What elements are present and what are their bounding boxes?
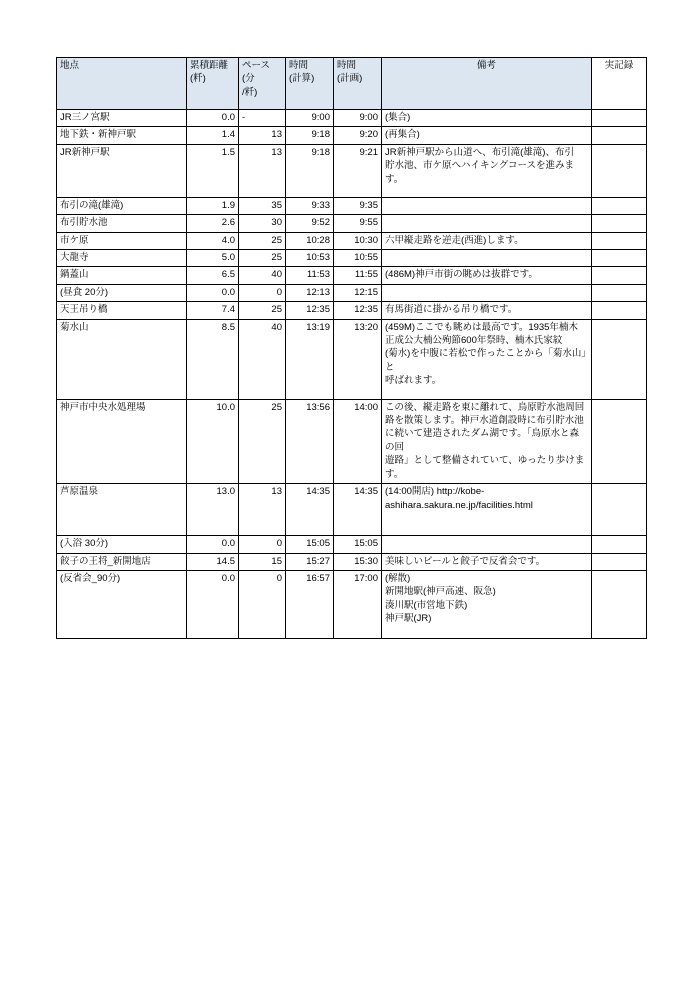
column-header-distance-line1: 累積距離 bbox=[190, 60, 229, 71]
cell-notes bbox=[382, 267, 592, 284]
table-row bbox=[57, 399, 647, 483]
cell-time-planned: 17:00 bbox=[334, 570, 382, 638]
column-header-notes: 備考 bbox=[382, 58, 592, 110]
cell-point: 布引の滝(雄滝) bbox=[57, 197, 187, 214]
cell-distance: 8.5 bbox=[187, 319, 239, 399]
cell-pace: 25 bbox=[239, 399, 286, 483]
cell-time-calculated: 13:19 bbox=[286, 319, 334, 399]
cell-distance: 6.5 bbox=[187, 267, 239, 284]
cell-point: JR三ノ宮駅 bbox=[57, 110, 187, 127]
note-line: (14:00開店) http://kobe- bbox=[385, 486, 485, 498]
note-line: (解散) bbox=[385, 572, 411, 584]
cell-distance: 0.0 bbox=[187, 536, 239, 553]
cell-notes bbox=[382, 570, 592, 638]
cell-pace: 15 bbox=[239, 553, 286, 570]
cell-distance: 2.6 bbox=[187, 215, 239, 232]
cell-point: (昼食 20分) bbox=[57, 284, 187, 301]
note-line: 神戸駅(JR) bbox=[385, 613, 432, 625]
cell-time-calculated: 13:56 bbox=[286, 399, 334, 483]
table-row bbox=[57, 284, 647, 301]
cell-actual-record bbox=[592, 250, 647, 267]
cell-actual-record bbox=[592, 553, 647, 570]
table-row bbox=[57, 536, 647, 553]
column-header-point: 地点 bbox=[57, 58, 187, 110]
cell-pace: 25 bbox=[239, 302, 286, 319]
cell-notes bbox=[382, 319, 592, 399]
cell-pace: 40 bbox=[239, 319, 286, 399]
note-line: この後、縦走路を東に離れて、烏原貯水池周回 bbox=[385, 401, 585, 413]
cell-pace: 40 bbox=[239, 267, 286, 284]
cell-notes bbox=[382, 536, 592, 553]
itinerary-sheet bbox=[56, 57, 646, 639]
cell-pace: 13 bbox=[239, 484, 286, 536]
table-header bbox=[57, 58, 647, 110]
cell-time-calculated: 9:18 bbox=[286, 144, 334, 197]
note-line: 美味しいビールと餃子で反省会です。 bbox=[385, 555, 546, 567]
note-line: 貯水池、市ケ原へハイキングコースを進みます。 bbox=[385, 160, 575, 185]
cell-pace: 13 bbox=[239, 127, 286, 144]
cell-time-calculated: 10:28 bbox=[286, 232, 334, 249]
cell-time-calculated: 15:05 bbox=[286, 536, 334, 553]
cell-distance: 13.0 bbox=[187, 484, 239, 536]
cell-notes bbox=[382, 197, 592, 214]
cell-notes bbox=[382, 250, 592, 267]
cell-time-calculated: 10:53 bbox=[286, 250, 334, 267]
column-header-time-calculated-line1: 時間 bbox=[289, 60, 309, 71]
cell-time-planned: 12:35 bbox=[334, 302, 382, 319]
column-header-time-planned bbox=[334, 58, 382, 110]
cell-actual-record bbox=[592, 127, 647, 144]
note-line: 湊川駅(市営地下鉄) bbox=[385, 599, 468, 611]
table-row bbox=[57, 232, 647, 249]
note-line: (菊水)を中腹に若松で作ったことから「菊水山」と bbox=[385, 348, 587, 373]
cell-distance: 1.4 bbox=[187, 127, 239, 144]
note-line: 正成公大楠公殉節600年祭時、楠木氏家紋 bbox=[385, 335, 563, 347]
cell-distance: 10.0 bbox=[187, 399, 239, 483]
cell-notes bbox=[382, 232, 592, 249]
cell-time-planned: 9:00 bbox=[334, 110, 382, 127]
cell-point: 神戸市中央水処理場 bbox=[57, 399, 187, 483]
column-header-time-planned-line2: (計画) bbox=[337, 73, 363, 85]
note-line: 六甲縦走路を逆走(西進)します。 bbox=[385, 234, 524, 246]
table-row bbox=[57, 110, 647, 127]
cell-pace: 0 bbox=[239, 570, 286, 638]
cell-pace: 25 bbox=[239, 250, 286, 267]
note-line: 路を散策します。神戸水道創設時に布引貯水池 bbox=[385, 415, 584, 427]
cell-point: (反省会_90分) bbox=[57, 570, 187, 638]
cell-pace: - bbox=[239, 110, 286, 127]
cell-time-calculated: 16:57 bbox=[286, 570, 334, 638]
cell-distance: 14.5 bbox=[187, 553, 239, 570]
cell-time-planned: 9:21 bbox=[334, 144, 382, 197]
cell-pace: 0 bbox=[239, 284, 286, 301]
cell-actual-record bbox=[592, 319, 647, 399]
cell-distance: 0.0 bbox=[187, 570, 239, 638]
cell-time-planned: 15:30 bbox=[334, 553, 382, 570]
cell-distance: 7.4 bbox=[187, 302, 239, 319]
note-line: (集合) bbox=[385, 112, 411, 123]
column-header-actual-record: 実記録 bbox=[592, 58, 647, 110]
cell-time-planned: 10:30 bbox=[334, 232, 382, 249]
cell-actual-record bbox=[592, 536, 647, 553]
cell-distance: 0.0 bbox=[187, 110, 239, 127]
cell-notes bbox=[382, 144, 592, 197]
note-line: 新開地駅(神戸高速、阪急) bbox=[385, 586, 496, 598]
cell-pace: 30 bbox=[239, 215, 286, 232]
cell-actual-record bbox=[592, 197, 647, 214]
cell-notes bbox=[382, 302, 592, 319]
table-row bbox=[57, 553, 647, 570]
table-row bbox=[57, 570, 647, 638]
table-row bbox=[57, 197, 647, 214]
cell-point: 鍋蓋山 bbox=[57, 267, 187, 284]
cell-notes bbox=[382, 553, 592, 570]
table-row bbox=[57, 319, 647, 399]
cell-actual-record bbox=[592, 484, 647, 536]
table-row bbox=[57, 144, 647, 197]
itinerary-table bbox=[56, 57, 647, 639]
cell-pace: 13 bbox=[239, 144, 286, 197]
column-header-time-calculated bbox=[286, 58, 334, 110]
cell-notes bbox=[382, 399, 592, 483]
note-line: 遊路」として整備されていて、ゆったり歩けます。 bbox=[385, 455, 585, 480]
cell-actual-record bbox=[592, 570, 647, 638]
cell-time-calculated: 9:52 bbox=[286, 215, 334, 232]
column-header-distance bbox=[187, 58, 239, 110]
cell-time-planned: 11:55 bbox=[334, 267, 382, 284]
cell-time-calculated: 12:13 bbox=[286, 284, 334, 301]
cell-point: 地下鉄・新神戸駅 bbox=[57, 127, 187, 144]
cell-time-planned: 15:05 bbox=[334, 536, 382, 553]
note-line: (459M)ここでも眺めは最高です。1935年楠木 bbox=[385, 321, 578, 333]
note-line: ashihara.sakura.ne.jp/facilities.html bbox=[385, 499, 533, 511]
header-row bbox=[57, 58, 647, 110]
table-row bbox=[57, 267, 647, 284]
table-row bbox=[57, 302, 647, 319]
cell-actual-record bbox=[592, 232, 647, 249]
note-line: JR新神戸駅から山道へ、布引滝(雄滝)、布引 bbox=[385, 146, 574, 158]
cell-distance: 1.9 bbox=[187, 197, 239, 214]
cell-time-calculated: 12:35 bbox=[286, 302, 334, 319]
note-line: 有馬街道に掛かる吊り橋です。 bbox=[385, 304, 518, 316]
note-line: (再集合) bbox=[385, 129, 420, 141]
cell-actual-record bbox=[592, 144, 647, 197]
cell-time-planned: 14:35 bbox=[334, 484, 382, 536]
cell-point: 芦原温泉 bbox=[57, 484, 187, 536]
cell-actual-record bbox=[592, 110, 647, 127]
cell-actual-record bbox=[592, 284, 647, 301]
cell-point: 大龍寺 bbox=[57, 250, 187, 267]
column-header-pace-line2: /粁) bbox=[242, 86, 258, 98]
cell-notes bbox=[382, 284, 592, 301]
cell-notes bbox=[382, 484, 592, 536]
cell-actual-record bbox=[592, 267, 647, 284]
cell-notes bbox=[382, 127, 592, 144]
column-header-distance-line2: (粁) bbox=[190, 73, 206, 85]
column-header-pace bbox=[239, 58, 286, 110]
cell-actual-record bbox=[592, 399, 647, 483]
cell-time-calculated: 15:27 bbox=[286, 553, 334, 570]
cell-pace: 35 bbox=[239, 197, 286, 214]
cell-point: 菊水山 bbox=[57, 319, 187, 399]
cell-time-calculated: 9:18 bbox=[286, 127, 334, 144]
cell-time-planned: 12:15 bbox=[334, 284, 382, 301]
cell-time-planned: 9:20 bbox=[334, 127, 382, 144]
cell-distance: 5.0 bbox=[187, 250, 239, 267]
cell-point: 布引貯水池 bbox=[57, 215, 187, 232]
table-body bbox=[57, 110, 647, 639]
cell-actual-record bbox=[592, 302, 647, 319]
cell-time-planned: 9:55 bbox=[334, 215, 382, 232]
cell-distance: 4.0 bbox=[187, 232, 239, 249]
cell-time-calculated: 11:53 bbox=[286, 267, 334, 284]
table-row bbox=[57, 215, 647, 232]
cell-pace: 0 bbox=[239, 536, 286, 553]
cell-pace: 25 bbox=[239, 232, 286, 249]
cell-time-planned: 13:20 bbox=[334, 319, 382, 399]
cell-time-calculated: 9:00 bbox=[286, 110, 334, 127]
column-header-time-calculated-line2: (計算) bbox=[289, 73, 315, 85]
cell-point: 天王吊り橋 bbox=[57, 302, 187, 319]
cell-point: (入浴 30分) bbox=[57, 536, 187, 553]
cell-actual-record bbox=[592, 215, 647, 232]
note-line: 呼ばれます。 bbox=[385, 375, 442, 387]
cell-time-calculated: 9:33 bbox=[286, 197, 334, 214]
table-row bbox=[57, 250, 647, 267]
note-line: (486M)神戸市街の眺めは抜群です。 bbox=[385, 269, 538, 281]
cell-point: JR新神戸駅 bbox=[57, 144, 187, 197]
cell-point: 市ケ原 bbox=[57, 232, 187, 249]
note-line: に続いて建造されたダム湖です。「烏原水と森の回 bbox=[385, 428, 579, 453]
cell-notes bbox=[382, 215, 592, 232]
cell-distance: 0.0 bbox=[187, 284, 239, 301]
column-header-time-planned-line1: 時間 bbox=[337, 60, 357, 71]
column-header-pace-line1: ペース(分 bbox=[242, 60, 271, 85]
cell-time-planned: 9:35 bbox=[334, 197, 382, 214]
cell-time-calculated: 14:35 bbox=[286, 484, 334, 536]
cell-time-planned: 10:55 bbox=[334, 250, 382, 267]
table-row bbox=[57, 127, 647, 144]
cell-distance: 1.5 bbox=[187, 144, 239, 197]
cell-time-planned: 14:00 bbox=[334, 399, 382, 483]
table-row bbox=[57, 484, 647, 536]
cell-notes bbox=[382, 110, 592, 127]
cell-point: 餃子の王将_新開地店 bbox=[57, 553, 187, 570]
